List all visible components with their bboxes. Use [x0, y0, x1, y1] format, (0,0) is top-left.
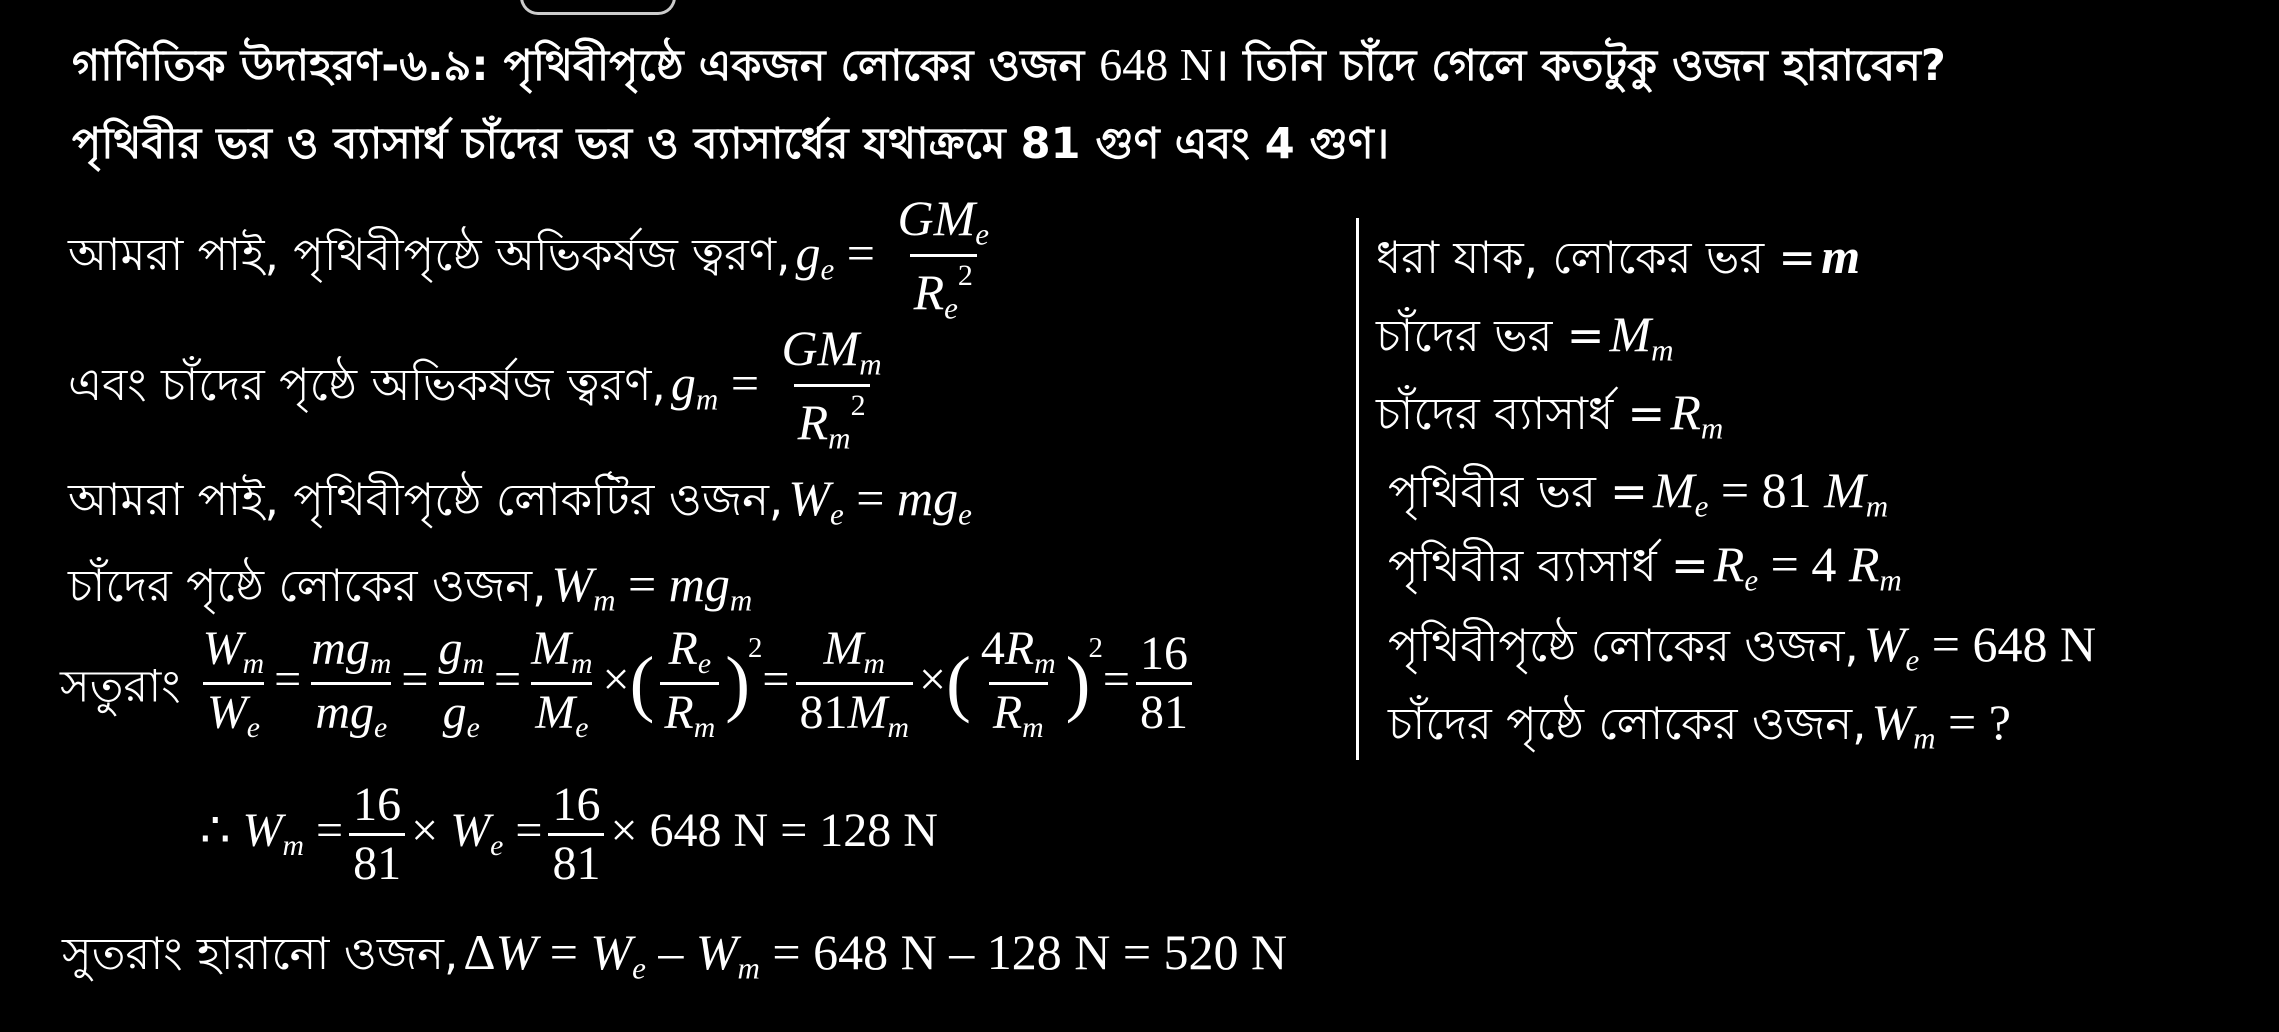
given-earth-mass: পৃথিবীর ভর = $M_e = 81$ $M_m$	[1388, 462, 1889, 524]
gm-line: এবং চাঁদের পৃষ্ঠে অভিকর্ষজ ত্বরণ, $g_m$ = $\frac{GM_m}{R_m^2}$	[68, 322, 892, 455]
ratio-result: $\frac{16}{81}$	[1136, 629, 1192, 739]
ge-fraction: $\frac{GM_e}{R_e^2}$	[897, 190, 990, 326]
wm-line: চাঁদের পৃষ্ঠে লোকের ওজন, $W_m = mg_m$	[68, 556, 753, 618]
given-moon-radius: চাঁদের ব্যাসার্ধ = $R_m$	[1376, 384, 1724, 446]
problem-line-2: পৃথিবীর ভর ও ব্যাসার্ধ চাঁদের ভর ও ব্যাসার্ধের যথাক্রমে 81 গুণ এবং 4 গুণ।	[72, 119, 1390, 169]
ge-line: আমরা পাই, পৃথিবীপৃষ্ঠে অভিকর্ষজ ত্বরণ, $g_e$ = $\frac{GM_e}{R_e^2}$	[68, 192, 999, 325]
given-earth-weight: পৃথিবীপৃষ্ঠে লোকের ওজন, $W_e = 648$ N	[1388, 616, 2097, 678]
given-mass: ধরা যাক, লোকের ভর = m	[1376, 228, 1861, 284]
we-line: আমরা পাই, পৃথিবীপৃষ্ঠে লোকটির ওজন, $W_e = mg_e$	[68, 470, 972, 532]
given-moon-weight: চাঁদের পৃষ্ঠে লোকের ওজন, $W_m$ = ?	[1388, 694, 2011, 756]
gm-fraction: $\frac{GM_m}{R_m^2}$	[781, 320, 882, 456]
given-earth-radius: পৃথিবীর ব্যাসার্ধ = $R_e = 4$ $R_m$	[1388, 536, 1902, 598]
given-moon-mass: চাঁদের ভর = $M_m$	[1376, 306, 1674, 368]
cropped-top-bracket	[520, 0, 676, 15]
lost-weight-line: সুতরাং হারানো ওজন, $\Delta W = W_e - W_m = 648$ N – 128 N = 520 N	[62, 924, 1288, 986]
final-line: ∴ $W_m$ = $\frac{16}{81}$ × $W_e$ = $\frac{16}{81}$ × 648 N = 128 N	[200, 778, 938, 891]
ratio-line: সতুরাং $\frac{W_m}{W_e}$ = $\frac{mg_m}{mg_e}$ = $\frac{g_m}{g_e}$ = $\frac{M_m}{M_e}$ ×( $\frac{R_e}{R_m}$ )$^2$= $\frac{M_m}{81M_m}$ ×( $\frac{4R_m}{R_m}$ )$^2$= $\frac{16}{81}$	[60, 624, 1198, 743]
column-divider	[1356, 218, 1359, 760]
problem-line-1: গাণিতিক উদাহরণ-৬.৯: পৃথিবীপৃষ্ঠে একজন লোকের ওজন 648 N। তিনি চাঁদে গেলে কতটুকু ওজন হারাবেন?	[72, 39, 1946, 91]
